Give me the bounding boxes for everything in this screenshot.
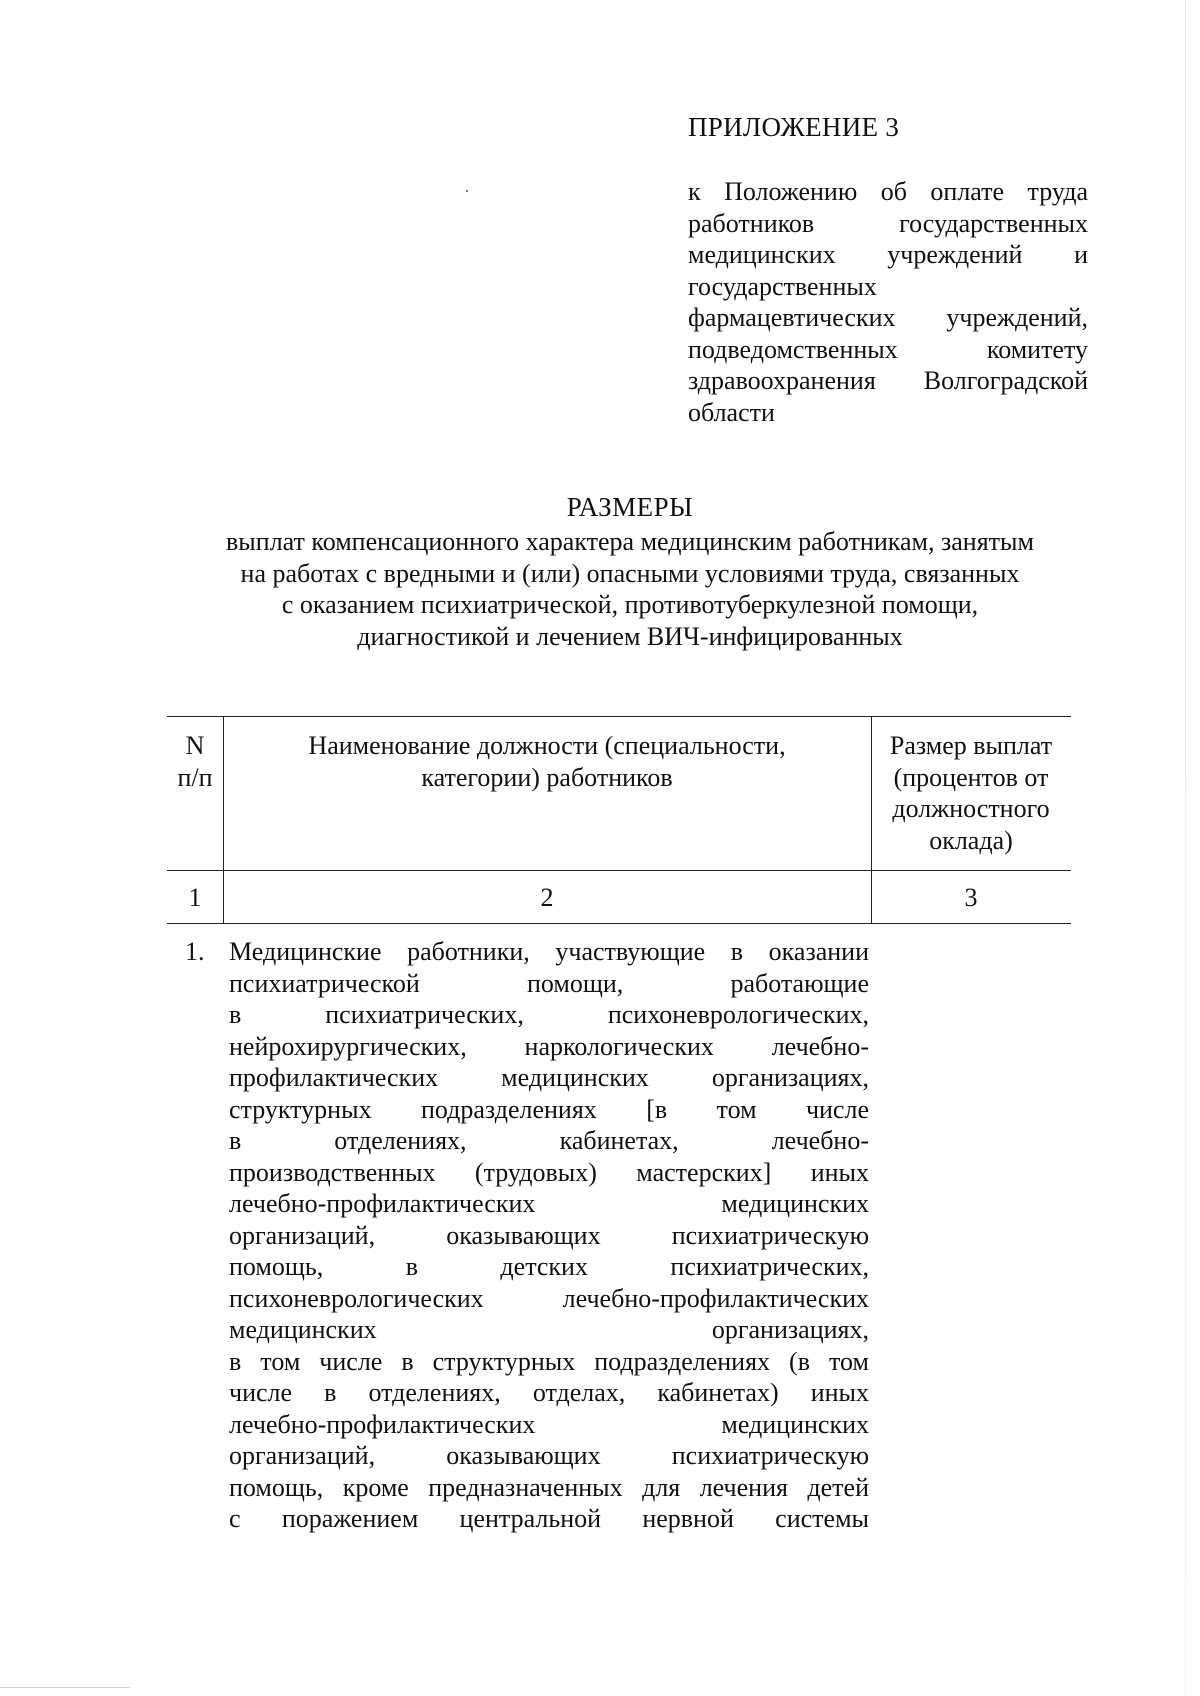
- appendix-reference-line: подведомственных комитету: [688, 334, 1088, 364]
- appendix-reference-line: здравоохранения Волгоградской: [688, 366, 1088, 395]
- column-number-2: 2: [540, 883, 554, 912]
- scan-dot: [466, 190, 468, 192]
- appendix-reference: [688, 176, 1088, 428]
- column-number-1: 1: [188, 883, 202, 912]
- row-text-line: лечебно-профилактических медицинских: [229, 1189, 869, 1218]
- table-header-rule: [167, 870, 1071, 871]
- row-text-line: лечебно-профилактических медицинских: [229, 1409, 869, 1439]
- row-text-line: производственных (трудовых) мастерских] иных: [229, 1157, 869, 1187]
- subheading-line: на работах с вредными и (или) опасными условиями труда, связанных: [240, 558, 1020, 588]
- row-text-line: структурных подразделениях [в том числе: [229, 1094, 869, 1124]
- row-text-line: психиатрической помощи, работающие: [229, 968, 869, 998]
- table-top-rule: [167, 716, 1071, 717]
- appendix-reference-line: к Положению об оплате труда: [688, 177, 1088, 206]
- appendix-reference-line: работников государственных: [688, 208, 1088, 238]
- row-text-line: помощь, кроме предназначенных для лечения детей: [229, 1472, 869, 1502]
- row-text-line: организаций, оказывающих психиатрическую: [229, 1441, 869, 1470]
- row-text-line: психоневрологических лечебно-профилактических: [229, 1283, 869, 1313]
- row-text-line: помощь, в детских психиатрических,: [229, 1252, 869, 1281]
- row-text-line: организаций, оказывающих психиатрическую: [229, 1220, 869, 1250]
- appendix-reference-line: медицинских учреждений и: [688, 240, 1088, 269]
- document-subheading: [140, 526, 1120, 652]
- row-text-line: числе в отделениях, отделах, кабинетах) иных: [229, 1378, 869, 1407]
- row-text-line: в отделениях, кабинетах, лечебно-: [229, 1126, 869, 1155]
- scan-edge: [1185, 0, 1186, 1696]
- subheading-line: выплат компенсационного характера медицинским работникам, занятым: [226, 527, 1034, 556]
- column-number-3: 3: [964, 883, 978, 912]
- header-number: N п/п: [177, 731, 213, 792]
- document-heading: РАЗМЕРЫ: [566, 492, 694, 522]
- row-text-line: медицинских организациях,: [229, 1315, 869, 1344]
- row-text-line: нейрохирургических, наркологических лечебно-: [229, 1031, 869, 1061]
- row-text-line: с поражением центральной нервной системы: [229, 1504, 869, 1533]
- row-number: 1.: [185, 937, 205, 966]
- header-position: Наименование должности (специальности, категории) работников: [308, 731, 786, 792]
- appendix-reference-line: государственных: [688, 271, 877, 301]
- appendix-reference-line: фармацевтических учреждений,: [688, 303, 1088, 332]
- row-position-text: [229, 936, 869, 1535]
- appendix-title: ПРИЛОЖЕНИЕ 3: [688, 112, 900, 142]
- table-numbering-rule: [167, 923, 1071, 924]
- row-text-line: Медицинские работники, участвующие в оказании: [229, 937, 869, 966]
- subheading-line: диагностикой и лечением ВИЧ-инфицированных: [357, 621, 903, 651]
- header-payment-size: Размер выплат (процентов от должностного оклада): [889, 731, 1053, 855]
- row-text-line: в психиатрических, психоневрологических,: [229, 1000, 869, 1029]
- row-text-line: профилактических медицинских организациях,: [229, 1063, 869, 1092]
- row-text-line: в том числе в структурных подразделениях (в том: [229, 1346, 869, 1376]
- scan-bottom-mark: [0, 1687, 130, 1688]
- appendix-reference-line: области: [688, 397, 775, 427]
- subheading-line: с оказанием психиатрической, противотуберкулезной помощи,: [281, 590, 979, 619]
